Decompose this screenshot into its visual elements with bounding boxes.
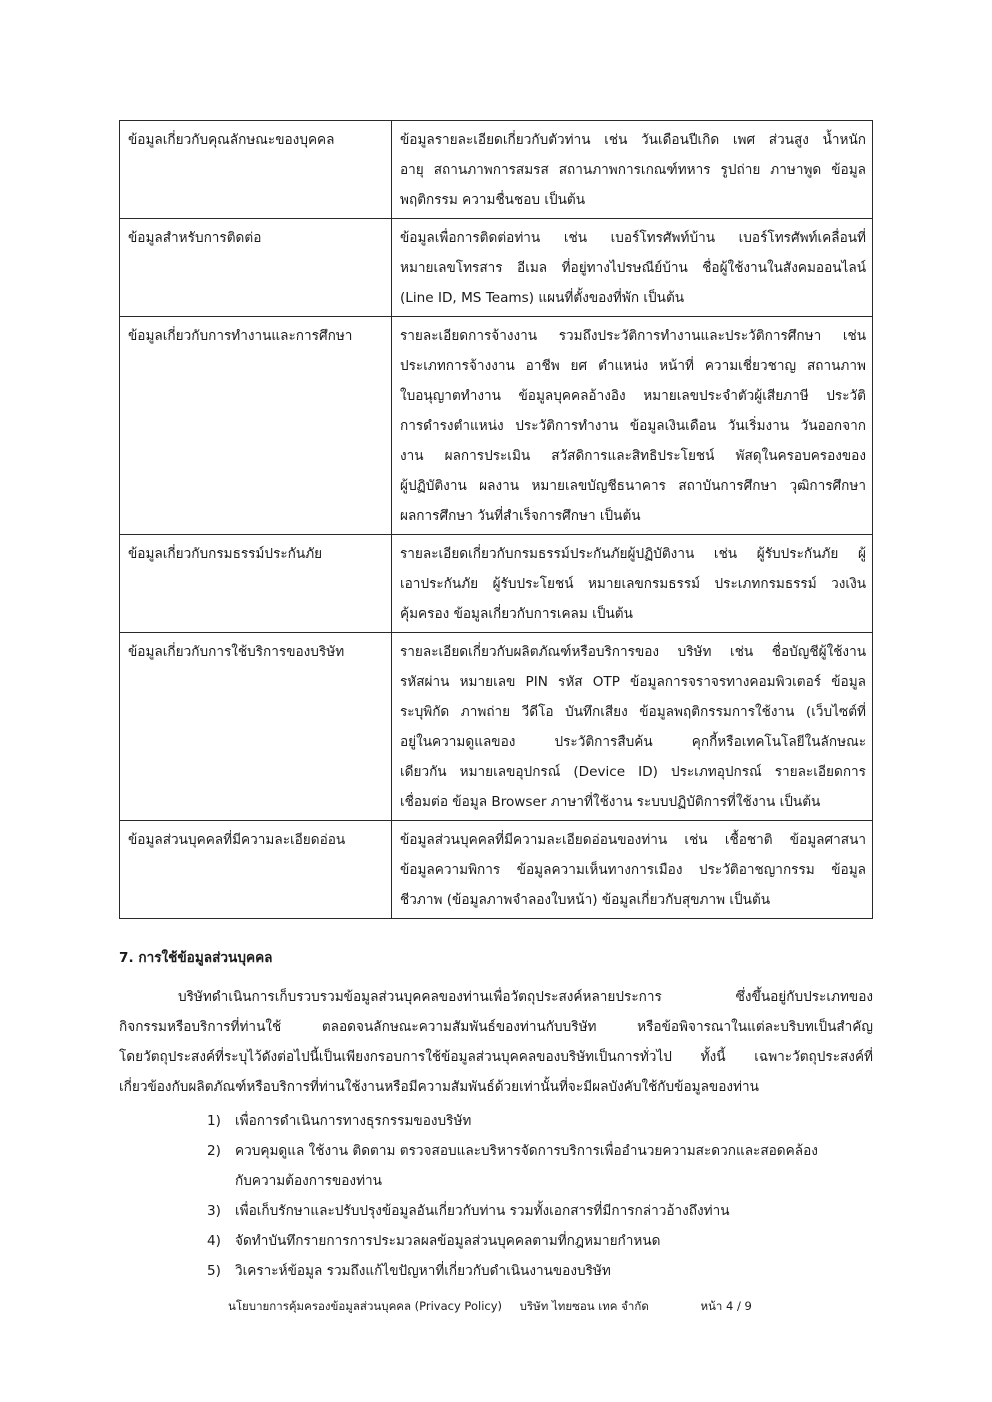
description-cell — [392, 535, 873, 633]
description-cell — [392, 633, 873, 821]
category-cell — [120, 821, 392, 919]
description-line: ข้อมูลส่วนบุคคลที่มีความละเอียดอ่อนของท่าน เช่น เชื้อชาติ ข้อมูลศาสนา — [400, 832, 866, 848]
category-cell — [120, 317, 392, 535]
category-cell — [120, 535, 392, 633]
list-item-text: จัดทำบันทึกรายการการประมวลผลข้อมูลส่วนบุคคลตามที่กฎหมายกำหนด — [235, 1233, 661, 1249]
description-cell — [392, 219, 873, 317]
description-line: ข้อมูลเพื่อการติดต่อท่าน เช่น เบอร์โทรศัพท์บ้าน เบอร์โทรศัพท์เคลื่อนที่ — [400, 230, 866, 246]
description-line: ชีวภาพ (ข้อมูลภาพจำลองใบหน้า) ข้อมูลเกี่ยวกับสุขภาพ เป็นต้น — [400, 892, 771, 908]
description-line: การดำรงตำแหน่ง ประวัติการทำงาน ข้อมูลเงินเดือน วันเริ่มงาน วันออกจาก — [400, 418, 866, 434]
section-heading: 7. การใช้ข้อมูลส่วนบุคคล — [119, 950, 273, 966]
category-label: ข้อมูลสำหรับการติดต่อ — [128, 230, 262, 246]
description-line: เชื่อมต่อ ข้อมูล Browser ภาษาที่ใช้งาน ระบบปฏิบัติการที่ใช้งาน เป็นต้น — [400, 794, 821, 810]
list-item — [119, 1106, 873, 1136]
description-line: ข้อมูลความพิการ ข้อมูลความเห็นทางการเมือง ประวัติอาชญากรรม ข้อมูล — [400, 862, 866, 878]
footer-policy-title: นโยบายการคุ้มครองข้อมูลส่วนบุคคล (Privacy Policy) — [228, 1299, 503, 1313]
table-row — [120, 535, 873, 633]
category-label: ข้อมูลเกี่ยวกับการทำงานและการศึกษา — [128, 328, 353, 344]
personal-data-table — [119, 120, 873, 919]
description-cell — [392, 121, 873, 219]
list-item-text: วิเคราะห์ข้อมูล รวมถึงแก้ไขปัญหาที่เกี่ยวกับดำเนินงานของบริษัท — [235, 1263, 611, 1279]
category-label: ข้อมูลเกี่ยวกับการใช้บริการของบริษัท — [128, 644, 345, 660]
list-item-number: 4) — [207, 1233, 221, 1249]
footer-page-number: หน้า 4 / 9 — [700, 1299, 752, 1313]
category-label: ข้อมูลเกี่ยวกับคุณลักษณะของบุคคล — [128, 132, 335, 148]
description-line: หมายเลขโทรสาร อีเมล ที่อยู่ทางไปรษณีย์บ้าน ชื่อผู้ใช้งานในสังคมออนไลน์ — [400, 260, 866, 276]
description-line: เอาประกันภัย ผู้รับประโยชน์ หมายเลขกรมธรรม์ ประเภทกรมธรรม์ วงเงิน — [400, 576, 866, 592]
description-line: เดียวกัน หมายเลขอุปกรณ์ (Device ID) ประเภทอุปกรณ์ รายละเอียดการ — [400, 764, 866, 780]
description-line: รายละเอียดเกี่ยวกับกรมธรรม์ประกันภัยผู้ปฏิบัติงาน เช่น ผู้รับประกันภัย ผู้ — [400, 546, 866, 562]
table-row — [120, 121, 873, 219]
list-item — [119, 1196, 873, 1226]
category-cell — [120, 121, 392, 219]
list-item — [119, 1226, 873, 1256]
description-line: รหัสผ่าน หมายเลข PIN รหัส OTP ข้อมูลการจราจรทางคอมพิวเตอร์ ข้อมูล — [400, 674, 866, 690]
list-item-number: 2) — [207, 1143, 221, 1159]
list-item-number: 1) — [207, 1113, 221, 1129]
description-line: รายละเอียดเกี่ยวกับผลิตภัณฑ์หรือบริการของ บริษัท เช่น ชื่อบัญชีผู้ใช้งาน — [400, 644, 866, 660]
paragraph-line: กิจกรรมหรือบริการที่ท่านใช้ ตลอดจนลักษณะความสัมพันธ์ของท่านกับบริษัท หรือข้อพิจารณาในแต่ละบริบทเป็นสำคัญ — [119, 1019, 873, 1035]
description-line: พฤติกรรม ความชื่นชอบ เป็นต้น — [400, 192, 586, 208]
section-personal-data-use — [119, 946, 873, 1286]
description-cell — [392, 821, 873, 919]
description-line: (Line ID, MS Teams) แผนที่ตั้งของที่พัก เป็นต้น — [400, 290, 685, 306]
list-item — [119, 1256, 873, 1286]
paragraph-line: โดยวัตถุประสงค์ที่ระบุไว้ดังต่อไปนี้เป็นเพียงกรอบการใช้ข้อมูลส่วนบุคคลของบริษัทเป็นการทั่วไป ทั้งนี้ เฉพาะวัตถุประสงค์ที่ — [119, 1049, 873, 1065]
list-item-number: 5) — [207, 1263, 221, 1279]
description-line: ผู้ปฏิบัติงาน ผลงาน หมายเลขบัญชีธนาคาร สถาบันการศึกษา วุฒิการศึกษา — [400, 478, 866, 494]
table-row — [120, 821, 873, 919]
category-label: ข้อมูลส่วนบุคคลที่มีความละเอียดอ่อน — [128, 832, 346, 848]
description-line: รายละเอียดการจ้างงาน รวมถึงประวัติการทำงานและประวัติการศึกษา เช่น — [400, 328, 866, 344]
table-row — [120, 219, 873, 317]
description-line: อายุ สถานภาพการสมรส สถานภาพการเกณฑ์ทหาร รูปถ่าย ภาษาพูด ข้อมูล — [400, 162, 866, 178]
footer-company: บริษัท ไทยซอน เทค จำกัด — [519, 1299, 649, 1313]
description-line: ผลการศึกษา วันที่สำเร็จการศึกษา เป็นต้น — [400, 508, 641, 524]
category-label: ข้อมูลเกี่ยวกับกรมธรรม์ประกันภัย — [128, 546, 323, 562]
description-line: ระบุพิกัด ภาพถ่าย วีดีโอ บันทึกเสียง ข้อมูลพฤติกรรมการใช้งาน (เว็บไซต์ที่ — [400, 704, 866, 720]
description-line: ประเภทการจ้างงาน อาชีพ ยศ ตำแหน่ง หน้าที่ ความเชี่ยวชาญ สถานภาพ — [400, 358, 866, 374]
list-item-text: เพื่อการดำเนินการทางธุรกรรมของบริษัท — [235, 1113, 472, 1129]
list-item-text: เพื่อเก็บรักษาและปรับปรุงข้อมูลอันเกี่ยวกับท่าน รวมทั้งเอกสารที่มีการกล่าวอ้างถึงท่าน — [235, 1203, 730, 1219]
list-item-text: กับความต้องการของท่าน — [235, 1173, 382, 1189]
table-row — [120, 633, 873, 821]
description-line: อยู่ในความดูแลของ ประวัติการสืบค้น คุกกี้หรือเทคโนโลยีในลักษณะ — [400, 734, 866, 750]
paragraph-line: บริษัทดำเนินการเก็บรวบรวมข้อมูลส่วนบุคคลของท่านเพื่อวัตถุประสงค์หลายประการ ซึ่งขึ้นอยู่กับประเภทของ — [178, 989, 873, 1005]
description-line: งาน ผลการประเมิน สวัสดิการและสิทธิประโยชน์ พัสดุในครอบครองของ — [400, 448, 866, 464]
description-line: คุ้มครอง ข้อมูลเกี่ยวกับการเคลม เป็นต้น — [400, 606, 633, 622]
category-cell — [120, 219, 392, 317]
category-cell — [120, 633, 392, 821]
page-footer — [228, 1298, 752, 1316]
section-paragraph — [119, 982, 873, 1102]
description-line: ใบอนุญาตทำงาน ข้อมูลบุคคลอ้างอิง หมายเลขประจำตัวผู้เสียภาษี ประวัติ — [400, 388, 866, 404]
paragraph-line: เกี่ยวข้องกับผลิตภัณฑ์หรือบริการที่ท่านใช้งานหรือมีความสัมพันธ์ด้วยเท่านั้นที่จะมีผลบังคับใช้กับข้อมูลของท่าน — [119, 1079, 759, 1095]
purpose-list — [119, 1106, 873, 1286]
list-item-text: ควบคุมดูแล ใช้งาน ติดตาม ตรวจสอบและบริหารจัดการบริการเพื่ออำนวยความสะดวกและสอดคล้อง — [235, 1143, 818, 1159]
table-row — [120, 317, 873, 535]
description-cell — [392, 317, 873, 535]
list-item — [119, 1136, 873, 1196]
list-item-number: 3) — [207, 1203, 221, 1219]
description-line: ข้อมูลรายละเอียดเกี่ยวกับตัวท่าน เช่น วันเดือนปีเกิด เพศ ส่วนสูง น้ำหนัก — [400, 132, 866, 148]
